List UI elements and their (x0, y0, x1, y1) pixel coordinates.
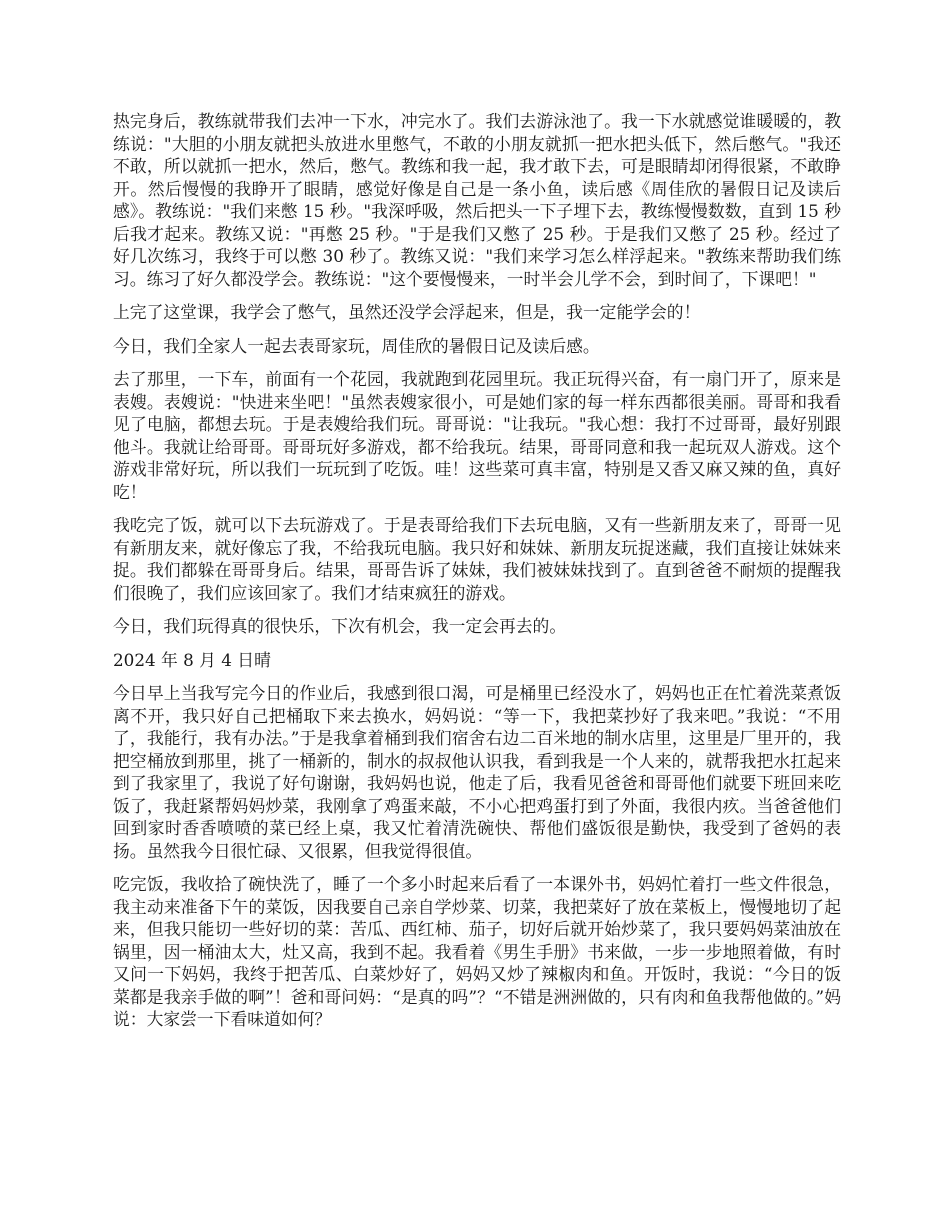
paragraph-swimming-lesson: 热完身后，教练就带我们去冲一下水，冲完水了。我们去游泳池了。我一下水就感觉谁暖暖的，教练说："大胆的小朋友就把头放进水里憋气，不敢的小朋友就抓一把水把头低下，然后憋气。"我还不敢，所以就抓一把水，然后，憋气。教练和我一起，我才敢下去，可是眼睛却闭得很紧，不敢睁开。然后慢慢的我睁开了眼睛，感觉好像是自己是一条小鱼，读后感《周佳欣的暑假日记及读后感》。教练说："我们来憋 15 秒。"我深呼吸，然后把头一下子埋下去，教练慢慢数数，直到 15 秒后我才起来。教练又说："再憋 25 秒。"于是我们又憋了 25 秒。于是我们又憋了 25 秒。经过了好几次练习，我终于可以憋 30 秒了。教练又说："我们来学习怎么样浮起来。"教练来帮助我们练习。练习了好久都没学会。教练说："这个要慢慢来，一时半会儿学不会，到时间了，下课吧！" (113, 111, 841, 289)
paragraph-learned-breath-holding: 上完了这堂课，我学会了憋气，虽然还没学会浮起来，但是，我一定能学会的！ (113, 302, 701, 322)
paragraph-cooking-lunch: 吃完饭，我收拾了碗快洗了，睡了一个多小时起来后看了一本课外书，妈妈忙着打一些文件很急，我主动来准备下午的菜饭，因我要自己亲自学炒菜、切菜，我把菜好了放在菜板上，慢慢地切了起来，但我只能切一些好切的菜：苦瓜、西红柿、茄子，切好后就开始炒菜了，我只要妈妈菜油放在锅里，因一桶油太大，灶又高，我到不起。我看着《男生手册》书来做，一步一步地照着做，有时又问一下妈妈，我终于把苦瓜、白菜炒好了，妈妈又炒了辣椒肉和鱼。开饭时，我说：“今日的饭菜都是我亲手做的啊”！爸和哥问妈：“是真的吗”？“不错是洲洲做的，只有肉和鱼我帮他做的。”妈说：大家尝一下看味道如何？ (113, 874, 841, 1029)
paragraph-hide-and-seek: 我吃完了饭，就可以下去玩游戏了。于是表哥给我们下去玩电脑，又有一些新朋友来了，哥哥一见有新朋友来，就好像忘了我，不给我玩电脑。我只好和妹妹、新朋友玩捉迷藏，我们直接让妹妹来捉。我们都躲在哥哥身后。结果，哥哥告诉了妹妹，我们被妹妹找到了。直到爸爸不耐烦的提醒我们很晚了，我们应该回家了。我们才结束疯狂的游戏。 (113, 515, 841, 603)
diary-date-heading: 2024 年 8 月 4 日晴 (113, 649, 271, 670)
paragraph-garden-and-computer: 去了那里，一下车，前面有一个花园，我就跑到花园里玩。我正玩得兴奋，有一扇门开了，原来是表嫂。表嫂说："快进来坐吧！"虽然表嫂家很小，可是她们家的每一样东西都很美丽。哥哥和我看见了电脑，都想去玩。于是表嫂给我们玩。哥哥说："让我玩。"我心想：我打不过哥哥，最好别跟他斗。我就让给哥哥。哥哥玩好多游戏，都不给我玩。结果，哥哥同意和我一起玩双人游戏。这个游戏非常好玩，所以我们一玩玩到了吃饭。哇！这些菜可真丰富，特别是又香又麻又辣的鱼，真好吃！ (113, 369, 841, 502)
paragraph-happy-day: 今日，我们玩得真的很快乐，下次有机会，我一定会再去的。 (113, 616, 567, 636)
paragraph-visit-cousin: 今日，我们全家人一起去表哥家玩，周佳欣的暑假日记及读后感。 (113, 335, 600, 356)
document-body (113, 110, 841, 1042)
paragraph-fetching-water: 今日早上当我写完今日的作业后，我感到很口渴，可是桶里已经没水了，妈妈也正在忙着洗菜煮饭离不开，我只好自己把桶取下来去换水，妈妈说：“等一下，我把菜抄好了我来吧。”我说：“不用了，我能行，我有办法。”于是我拿着桶到我们宿舍右边二百米地的制水店里，这里是厂里开的，我把空桶放到那里，挑了一桶新的，制水的叔叔他认识我，看到我是一个人来的，就帮我把水扛起来到了我家里了，我说了好句谢谢，我妈妈也说，他走了后，我看见爸爸和哥哥他们就要下班回来吃饭了，我赶紧帮妈妈炒菜，我刚拿了鸡蛋来敲，不小心把鸡蛋打到了外面，我很内疚。当爸爸他们回到家时香香喷喷的菜已经上桌，我又忙着清洗碗快、帮他们盛饭很是勤快，我受到了爸妈的表扬。虽然我今日很忙碌、又很累，但我觉得很值。 (113, 683, 841, 861)
